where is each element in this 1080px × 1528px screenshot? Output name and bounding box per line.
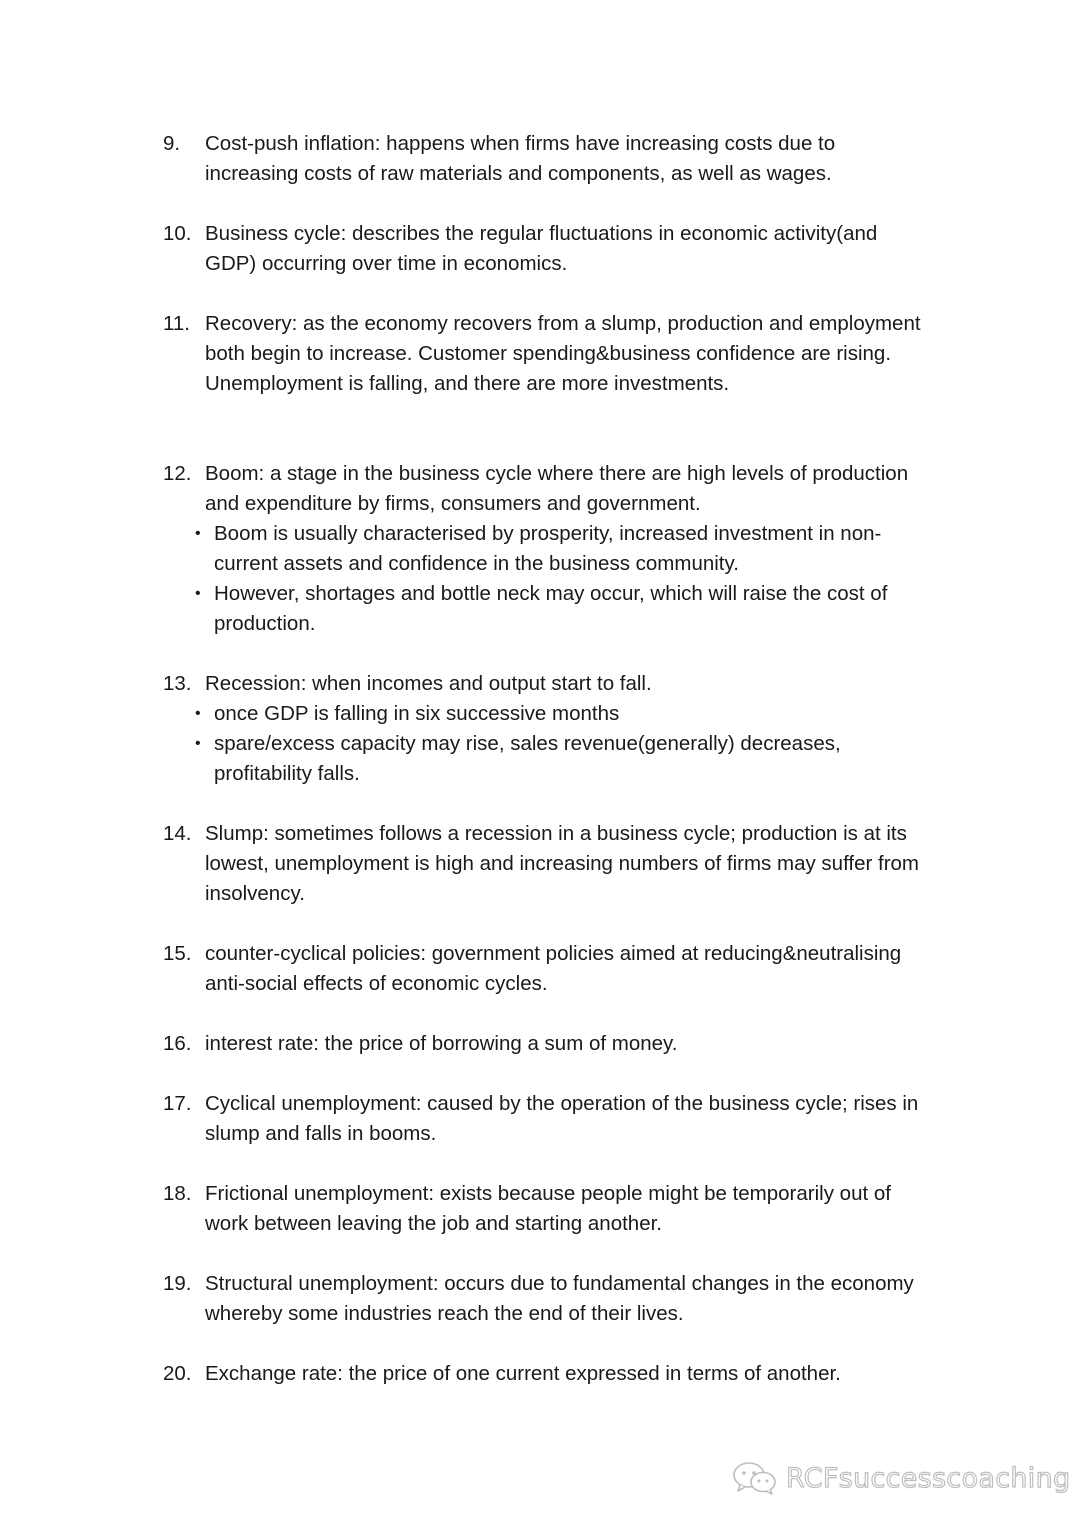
bullet-dot-icon: • <box>195 585 201 602</box>
item-number: 9. <box>163 132 181 155</box>
wechat-icon <box>732 1460 778 1496</box>
bullet-item <box>195 699 923 729</box>
bullet-list <box>163 519 923 639</box>
item-text: interest rate: the price of borrowing a sum of money. <box>205 1032 678 1055</box>
list-item <box>163 309 923 399</box>
item-text: counter-cyclical policies: government policies aimed at reducing&neutralising anti-social effects of economic cycles. <box>205 942 902 995</box>
list-item <box>163 1029 923 1059</box>
bullet-text: Boom is usually characterised by prosperity, increased investment in non-current assets and confidence in the business community. <box>214 522 882 575</box>
bullet-dot-icon: • <box>195 525 201 542</box>
bullet-item <box>195 579 923 639</box>
watermark <box>732 1458 1070 1498</box>
item-number: 17. <box>163 1092 192 1115</box>
bullet-text: However, shortages and bottle neck may occur, which will raise the cost of production. <box>214 582 888 635</box>
list-item <box>163 669 923 789</box>
list-item <box>163 1359 923 1389</box>
item-text: Cost-push inflation: happens when firms have increasing costs due to increasing costs of raw materials and components, as well as wages. <box>205 132 836 185</box>
item-number: 15. <box>163 942 192 965</box>
item-text: Slump: sometimes follows a recession in a business cycle; production is at its lowest, unemployment is high and increasing numbers of firms may suffer from insolvency. <box>205 822 920 905</box>
item-text: Boom: a stage in the business cycle where there are high levels of production and expenditure by firms, consumers and government. <box>205 462 909 515</box>
bullet-dot-icon: • <box>195 735 201 752</box>
item-text: Exchange rate: the price of one current expressed in terms of another. <box>205 1362 841 1385</box>
list-item <box>163 939 923 999</box>
item-text: Structural unemployment: occurs due to fundamental changes in the economy whereby some industries reach the end of their lives. <box>205 1272 914 1325</box>
bullet-text: spare/excess capacity may rise, sales revenue(generally) decreases, profitability falls. <box>214 732 841 785</box>
list-item <box>163 1089 923 1149</box>
item-number: 11. <box>163 312 190 335</box>
item-text: Recovery: as the economy recovers from a slump, production and employment both begin to increase. Customer spending&business confidence are rising. Unemployment is falling, and there are more investments. <box>205 312 921 395</box>
item-number: 12. <box>163 462 192 485</box>
item-number: 16. <box>163 1032 192 1055</box>
list-item <box>163 819 923 909</box>
list-item <box>163 129 923 189</box>
item-number: 18. <box>163 1182 192 1205</box>
bullet-text: once GDP is falling in six successive months <box>214 702 620 725</box>
bullet-item <box>195 729 923 789</box>
item-text: Frictional unemployment: exists because people might be temporarily out of work between leaving the job and starting another. <box>205 1182 891 1235</box>
item-number: 19. <box>163 1272 192 1295</box>
item-number: 10. <box>163 222 192 245</box>
list-item <box>163 219 923 279</box>
bullet-item <box>195 519 923 579</box>
item-number: 13. <box>163 672 192 695</box>
watermark-text: RCFsuccesscoaching <box>786 1462 1071 1494</box>
list-item <box>163 459 923 639</box>
item-text: Recession: when incomes and output start to fall. <box>205 672 652 695</box>
bullet-dot-icon: • <box>195 705 201 722</box>
item-text: Business cycle: describes the regular fluctuations in economic activity(and GDP) occurring over time in economics. <box>205 222 878 275</box>
list-item <box>163 1269 923 1329</box>
bullet-list <box>163 699 923 789</box>
list-item <box>163 1179 923 1239</box>
item-text: Cyclical unemployment: caused by the operation of the business cycle; rises in slump and falls in booms. <box>205 1092 919 1145</box>
item-number: 14. <box>163 822 192 845</box>
item-number: 20. <box>163 1362 192 1385</box>
